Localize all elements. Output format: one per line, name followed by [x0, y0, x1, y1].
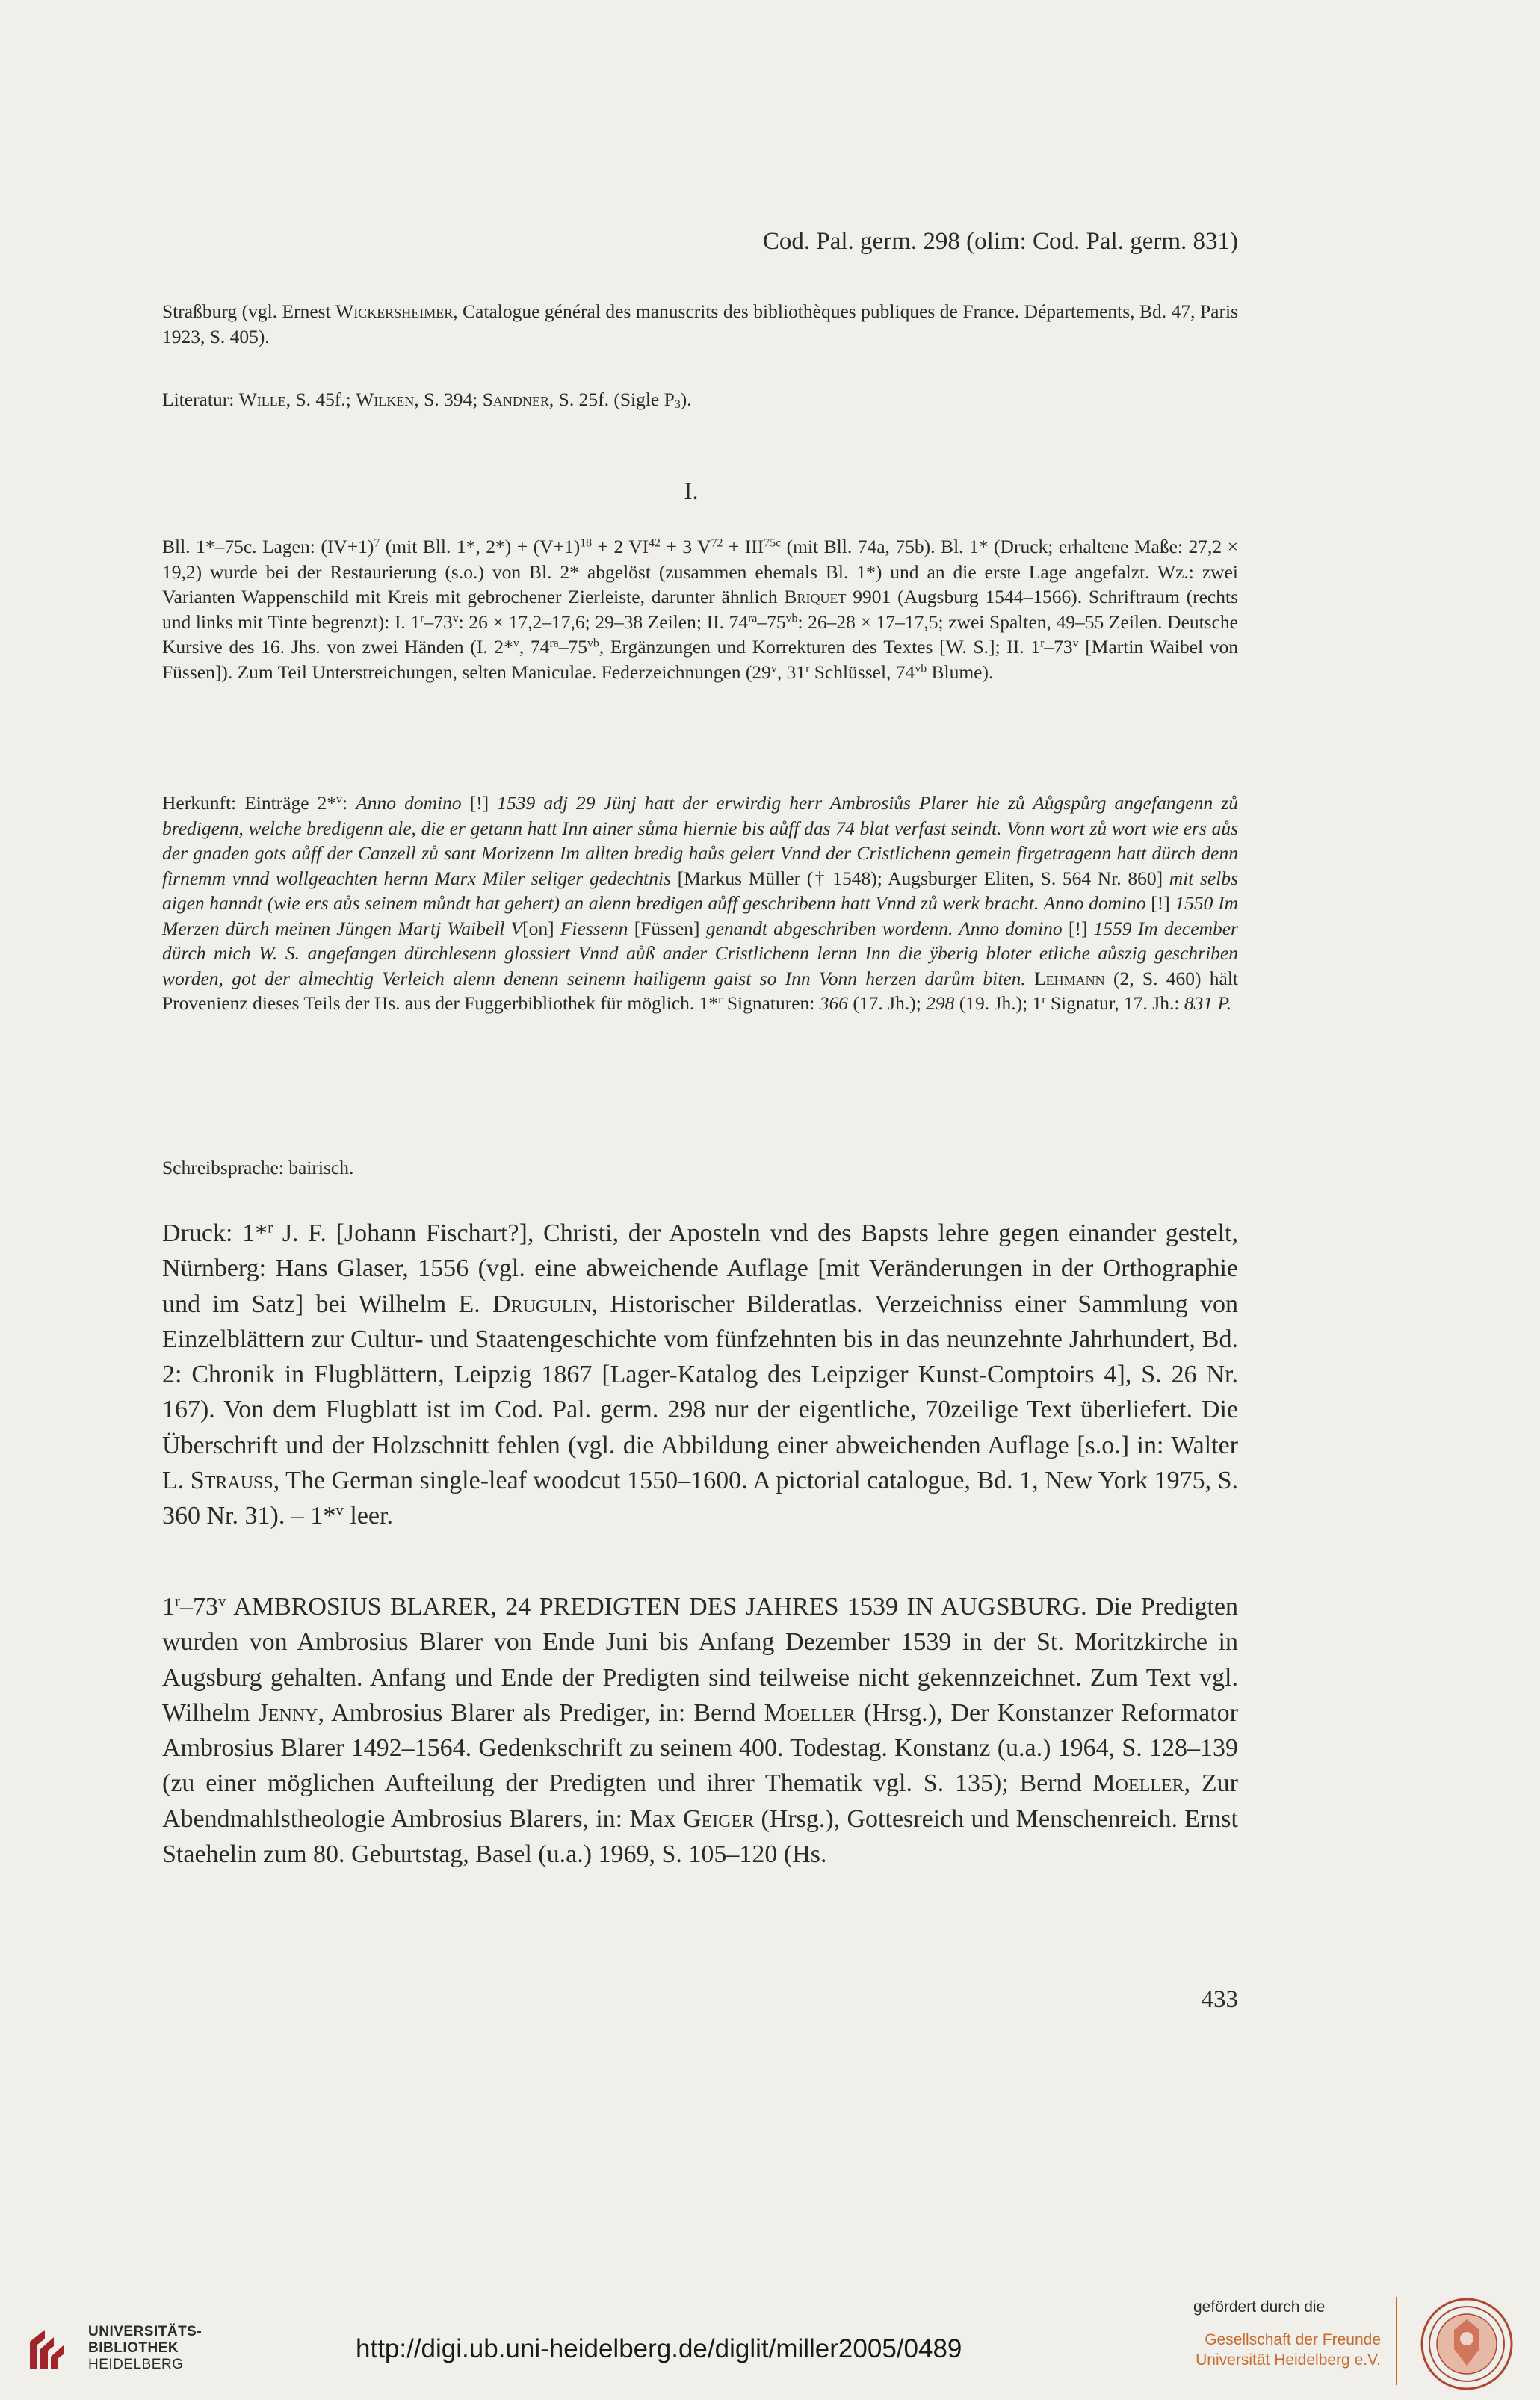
funded-by-label: gefördert durch die: [1193, 2298, 1326, 2316]
origin-paragraph: Straßburg (vgl. Ernest Wickersheimer, Catalogue général des manuscrits des bibliothèques publiques de France. Départements, Bd. 47, Paris 1923, S. 405).: [162, 300, 1238, 347]
university-seal-icon: [1420, 2297, 1514, 2391]
library-logo-icon: [27, 2327, 72, 2372]
codicological-description: Bll. 1*–75c. Lagen: $(IV+1)^7$ (mit Bll. 1*, $2*) + (V+1)^{18} + 2$ $VI^{42} + 3$ $V^{72} + III^{75c}$ (mit Bll. 74a, 75b). Bl. 1* (Druck; erhaltene Maße: 27,2 × 19,2) wurde bei der Restaurierung (s.o.) von Bl. 2* abgelöst (zusammen ehemals Bl. 1*) und an die erste Lage angefalzt. Wz.: zwei Varianten Wappenschild mit Kreis mit gebrochener Zierleiste, darunter ähnlich Briquet 9901 (Augsburg 1544–1566). Schriftraum (rechts und links mit Tinte begrenzt): I. 1$^r$–73$^v$: 26 × 17,2–17,6; 29–38 Zeilen; II. $74^{ra}-75^{vb}$: 26–28 × 17–17,5; zwei Spalten, 49–55 Zeilen. Deutsche Kursive des 16. Jhs. von zwei Händen (I. 2*$^v$, $74^{ra}-75^{vb}$, Ergänzungen und Korrekturen des Textes [W. S.]; II. 1$^r$–73$^v$ [Martin Waibel von Füssen]). Zum Teil Unterstreichungen, selten Maniculae. Federzeichnungen (29$^v$, 31$^r$ Schlüssel, $74^{vb}$ Blume).: [162, 536, 1239, 683]
society-name: Gesellschaft der Freunde Universität Heidelberg e.V.: [1196, 2331, 1381, 2369]
footer-divider: [1396, 2297, 1397, 2385]
content-paragraph: 1$^r$–73$^v$ AMBROSIUS BLARER, 24 PREDIGTEN DES JAHRES 1539 IN AUGSBURG. Die Predigten wurden von Ambrosius Blarer von Ende Juni bis Anfang Dezember 1539 in der St. Moritzkirche in Augsburg gehalten. Anfang und Ende der Predigten sind teilweise nicht gekennzeichnet. Zum Text vgl. Wilhelm Jenny, Ambrosius Blarer als Prediger, in: Bernd Moeller (Hrsg.), Der Konstanzer Reformator Ambrosius Blarer 1492–1564. Gedenkschrift zu seinem 400. Todestag. Konstanz (u.a.) 1964, S. 128–139 (zu einer möglichen Aufteilung der Predigten und ihrer Thematik vgl. S. 135); Bernd Moeller, Zur Abendmahlstheologie Ambrosius Blarers, in: Max Geiger (Hrsg.), Gottesreich und Menschenreich. Ernst Staehelin zum 80. Geburtstag, Basel (u.a.) 1969, S. 105–120 (Hs.: [162, 1592, 1238, 1869]
source-url-link[interactable]: http://digi.ub.uni-heidelberg.de/diglit/miller2005/0489: [356, 2334, 962, 2363]
running-header: Cod. Pal. germ. 298 (olim: Cod. Pal. germ. 831): [762, 228, 1238, 255]
library-name: UNIVERSITÄTS- BIBLIOTHEK HEIDELBERG: [88, 2324, 202, 2372]
literature-paragraph: Literatur: Wille, S. 45f.; Wilken, S. 394; Sandner, S. 25f. (Sigle $P_3$).: [162, 389, 692, 412]
page-number: 433: [1201, 1986, 1238, 2013]
print-paragraph: Druck: 1*$^r$ J. F. [Johann Fischart?], Christi, der Aposteln vnd des Bapsts lehre gegen einander gestelt, Nürnberg: Hans Glaser, 1556 (vgl. eine abweichende Auflage [mit Veränderungen in der Orthographie und im Satz] bei Wilhelm E. Drugulin, Historischer Bilderatlas. Verzeichniss einer Sammlung von Einzelblättern zur Cultur- und Staatengeschichte vom fünfzehnten bis in das neunzehnte Jahrhundert, Bd. 2: Chronik in Flugblättern, Leipzig 1867 [Lager-Katalog des Leipziger Kunst-Comptoirs 4], S. 26 Nr. 167). Von dem Flugblatt ist im Cod. Pal. germ. 298 nur der eigentliche, 70zeilige Text überliefert. Die Überschrift und der Holzschnitt fehlen (vgl. die Abbildung einer abweichenden Auflage [s.o.] in: Walter L. Strauss, The German single-leaf woodcut 1550–1600. A pictorial catalogue, Bd. 1, New York 1975, S. 360 Nr. 31). – 1*$^v$ leer.: [162, 1218, 1238, 1530]
section-number: I.: [684, 478, 699, 505]
dialect-line: Schreibsprache: bairisch.: [162, 1157, 354, 1178]
provenance-paragraph: Herkunft: Einträge 2*$^v$: Anno domino [!] 1539 adj 29 Jünj hatt der erwirdig herr Ambrosiůs Plarer hie zů Aůgspůrg angefangenn zů bredigenn, welche bredigenn ale, die er getann hatt Inn ainer sůma hiernie bis aůff das 74 blat verfast seindt. Vonn wort zů wort wie ers aůs der gnaden gots aůff der Canzell zů sant Morizenn Im allten bredig haůs gelert Vnnd der Cristlichenn gemein firgetragenn hatt dürch denn firnemm vnnd wollgeachten hernn Marx Miler seliger gedechtnis [Markus Müller († 1548); Augsburger Eliten, S. 564 Nr. 860] mit selbs aigen hanndt (wie ers aůs seinem můndt hat gehert) an alenn bredigen aůff geschribenn hatt Vnnd zů werk bracht. Anno domino [!] 1550 Im Merzen dürch meinen Jüngen Martj Waibell V[on] Fiessenn [Füssen] genandt abgeschriben wordenn. Anno domino [!] 1559 Im december dürch mich W. S. angefangen dürchlesenn glossiert Vnnd aůß ander Cristlichenn lernn Inn die ÿberig bloter etliche aůszig geschriben worden, got der almechtig Verleich alenn denenn seinenn hailigenn gaist so Inn Vonn herzen darům biten. Lehmann (2, S. 460) hält Provenienz dieses Teils der Hs. aus der Fuggerbibliothek für möglich. 1*$^r$ Signaturen: 366 (17. Jh.); 298 (19. Jh.); 1$^r$ Signatur, 17. Jh.: 831 P.: [162, 792, 1239, 1014]
footer-bar: [0, 2280, 1540, 2400]
